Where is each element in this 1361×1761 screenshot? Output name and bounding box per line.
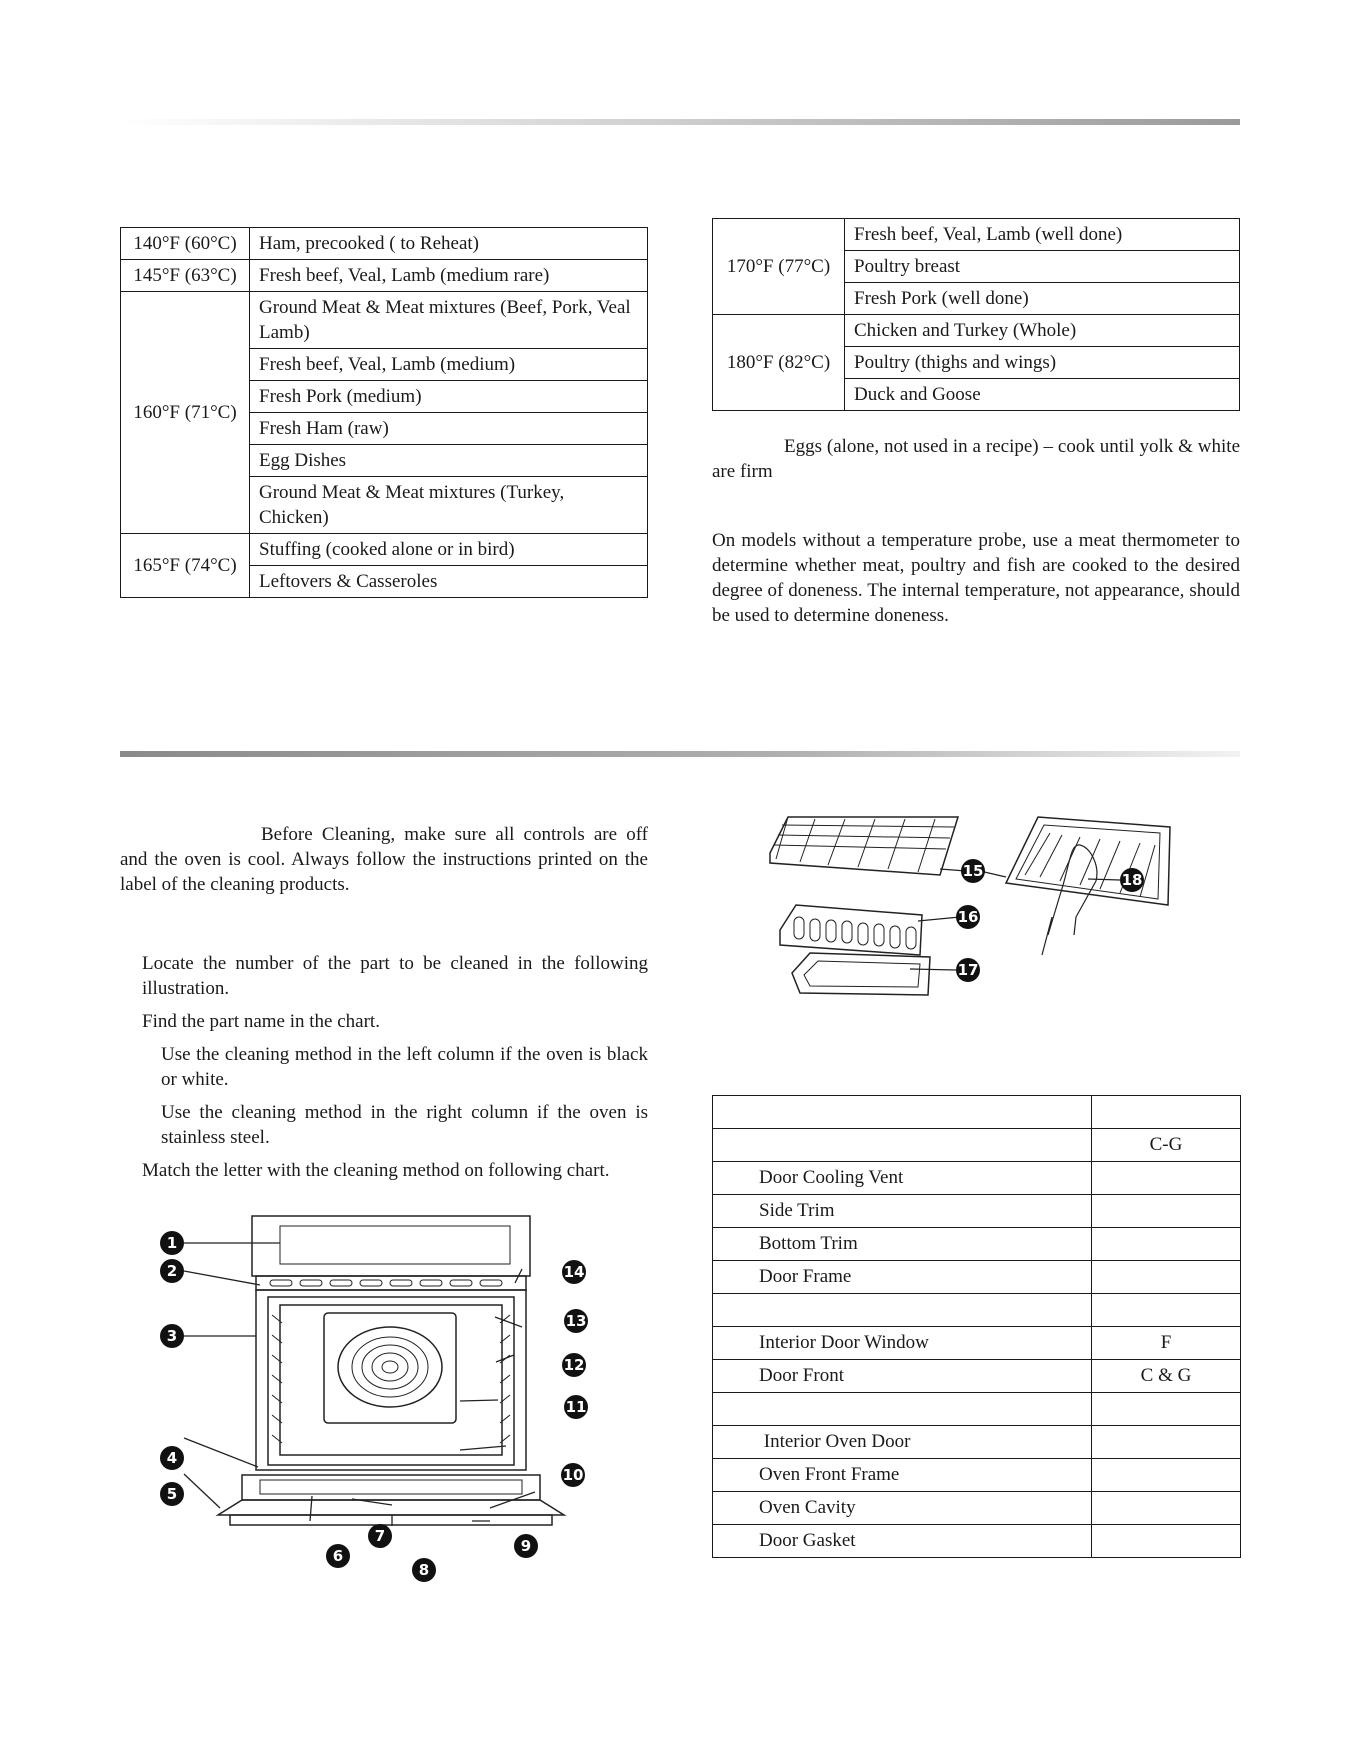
svg-text:7: 7 [374, 1527, 386, 1545]
food-cell: Fresh beef, Veal, Lamb (medium) [250, 349, 648, 381]
food-cell: Fresh Ham (raw) [250, 413, 648, 445]
food-cell: Egg Dishes [250, 445, 648, 477]
list-item: Use the cleaning method in the left column if the oven is black or white. [161, 1044, 648, 1090]
callout-10 [561, 1463, 585, 1487]
food-cell: Fresh Pork (medium) [250, 381, 648, 413]
method-cell [1092, 1492, 1241, 1525]
oven-parts-illustration [160, 1205, 600, 1585]
temperature-cell: 140°F (60°C) [121, 228, 250, 260]
cleaning-chart [712, 1095, 1241, 1558]
table-row [713, 1096, 1241, 1129]
doneness-table-right [712, 218, 1240, 411]
table-row [713, 1195, 1241, 1228]
svg-text:10: 10 [562, 1466, 584, 1484]
svg-text:18: 18 [1121, 871, 1143, 889]
table-row [713, 1393, 1241, 1426]
method-cell [1092, 1195, 1241, 1228]
method-cell: F [1092, 1327, 1241, 1360]
list-item: Match the letter with the cleaning method on following chart. [142, 1160, 610, 1181]
part-cell: Side Trim [713, 1195, 1092, 1228]
method-cell [1092, 1525, 1241, 1558]
svg-text:3: 3 [166, 1327, 178, 1345]
callout-15 [961, 859, 985, 883]
svg-text:17: 17 [957, 961, 979, 979]
method-cell: C-G [1092, 1129, 1241, 1162]
callout-17 [956, 958, 980, 982]
callout-9 [514, 1534, 538, 1558]
list-item: Find the part name in the chart. [142, 1011, 380, 1032]
svg-text:9: 9 [520, 1537, 532, 1555]
callout-8 [412, 1558, 436, 1582]
callout-13 [564, 1309, 588, 1333]
svg-text:11: 11 [565, 1398, 587, 1416]
method-cell [1092, 1294, 1241, 1327]
callout-3 [160, 1324, 184, 1348]
method-cell [1092, 1459, 1241, 1492]
list-item: Use the cleaning method in the right column if the oven is stainless steel. [161, 1102, 648, 1148]
temperature-cell: 165°F (74°C) [121, 534, 250, 598]
svg-text:8: 8 [418, 1561, 430, 1579]
svg-text:5: 5 [166, 1485, 178, 1503]
food-cell: Fresh beef, Veal, Lamb (well done) [845, 219, 1240, 251]
part-cell: Door Gasket [713, 1525, 1092, 1558]
method-cell: C & G [1092, 1360, 1241, 1393]
method-cell [1092, 1393, 1241, 1426]
part-cell: Interior Door Window [713, 1327, 1092, 1360]
part-cell: Door Frame [713, 1261, 1092, 1294]
table-row [713, 1261, 1241, 1294]
svg-text:16: 16 [957, 908, 979, 926]
method-cell [1092, 1096, 1241, 1129]
section-rule-top [120, 119, 1240, 125]
food-cell: Fresh Pork (well done) [845, 283, 1240, 315]
food-cell: Stuffing (cooked alone or in bird) [250, 534, 648, 566]
table-row [121, 260, 648, 292]
svg-text:13: 13 [565, 1312, 587, 1330]
cleaning-steps-list [120, 951, 648, 1183]
table-row [713, 1525, 1241, 1558]
table-row [713, 1426, 1241, 1459]
table-row [713, 1459, 1241, 1492]
food-cell: Poultry breast [845, 251, 1240, 283]
table-row [121, 292, 648, 349]
food-cell: Duck and Goose [845, 379, 1240, 411]
table-row [713, 1492, 1241, 1525]
food-cell: Leftovers & Casseroles [250, 566, 648, 598]
svg-text:12: 12 [563, 1356, 585, 1374]
part-cell: Oven Front Frame [713, 1459, 1092, 1492]
callout-12 [562, 1353, 586, 1377]
food-cell: Poultry (thighs and wings) [845, 347, 1240, 379]
part-cell: Interior Oven Door [713, 1426, 1092, 1459]
part-cell: Bottom Trim [713, 1228, 1092, 1261]
doneness-table-left [120, 227, 648, 598]
svg-text:4: 4 [166, 1449, 178, 1467]
table-row [713, 1129, 1241, 1162]
oven-accessories-illustration [770, 805, 1190, 1015]
food-cell: Fresh beef, Veal, Lamb (medium rare) [250, 260, 648, 292]
callout-2 [160, 1259, 184, 1283]
table-row [713, 1228, 1241, 1261]
temperature-cell: 170°F (77°C) [713, 219, 845, 315]
callout-6 [326, 1544, 350, 1568]
table-row [121, 228, 648, 260]
table-row [713, 315, 1240, 347]
callout-14 [562, 1260, 586, 1284]
part-cell: Door Front [713, 1360, 1092, 1393]
callout-1 [160, 1231, 184, 1255]
temperature-cell: 160°F (71°C) [121, 292, 250, 534]
callout-7 [368, 1524, 392, 1548]
temperature-cell: 145°F (63°C) [121, 260, 250, 292]
table-row [713, 1327, 1241, 1360]
part-cell [713, 1294, 1092, 1327]
table-row [713, 1294, 1241, 1327]
part-cell: Door Cooling Vent [713, 1162, 1092, 1195]
list-item: Locate the number of the part to be cleaned in the following illustration. [142, 953, 648, 999]
callout-4 [160, 1446, 184, 1470]
part-cell [713, 1393, 1092, 1426]
food-cell: Ham, precooked ( to Reheat) [250, 228, 648, 260]
section-rule-middle [120, 751, 1240, 757]
svg-text:1: 1 [166, 1234, 178, 1252]
table-row [713, 1162, 1241, 1195]
method-cell [1092, 1228, 1241, 1261]
method-cell [1092, 1426, 1241, 1459]
part-cell [713, 1096, 1092, 1129]
callout-16 [956, 905, 980, 929]
before-cleaning-note: Before Cleaning, make sure all controls are off and the oven is cool. Always follow the instructions printed on the label of the cleaning products. [120, 824, 648, 895]
part-cell: Oven Cavity [713, 1492, 1092, 1525]
table-row [713, 219, 1240, 251]
method-cell [1092, 1162, 1241, 1195]
callout-11 [564, 1395, 588, 1419]
method-cell [1092, 1261, 1241, 1294]
svg-text:14: 14 [563, 1263, 585, 1281]
food-cell: Ground Meat & Meat mixtures (Beef, Pork, Veal Lamb) [250, 292, 648, 349]
svg-text:15: 15 [962, 862, 984, 880]
table-row [121, 534, 648, 566]
thermometer-note: On models without a temperature probe, use a meat thermometer to determine whether meat, poultry and fish are cooked to the desired degree of doneness. The internal temperature, not appearance, should be used to determine doneness. [712, 530, 1240, 626]
food-cell: Ground Meat & Meat mixtures (Turkey, Chicken) [250, 477, 648, 534]
table-row [713, 1360, 1241, 1393]
svg-text:2: 2 [166, 1262, 178, 1280]
svg-text:6: 6 [332, 1547, 344, 1565]
temperature-cell: 180°F (82°C) [713, 315, 845, 411]
part-cell [713, 1129, 1092, 1162]
callout-18 [1120, 868, 1144, 892]
callout-5 [160, 1482, 184, 1506]
eggs-note: Eggs (alone, not used in a recipe) – cook until yolk & white are firm [712, 436, 1240, 482]
food-cell: Chicken and Turkey (Whole) [845, 315, 1240, 347]
